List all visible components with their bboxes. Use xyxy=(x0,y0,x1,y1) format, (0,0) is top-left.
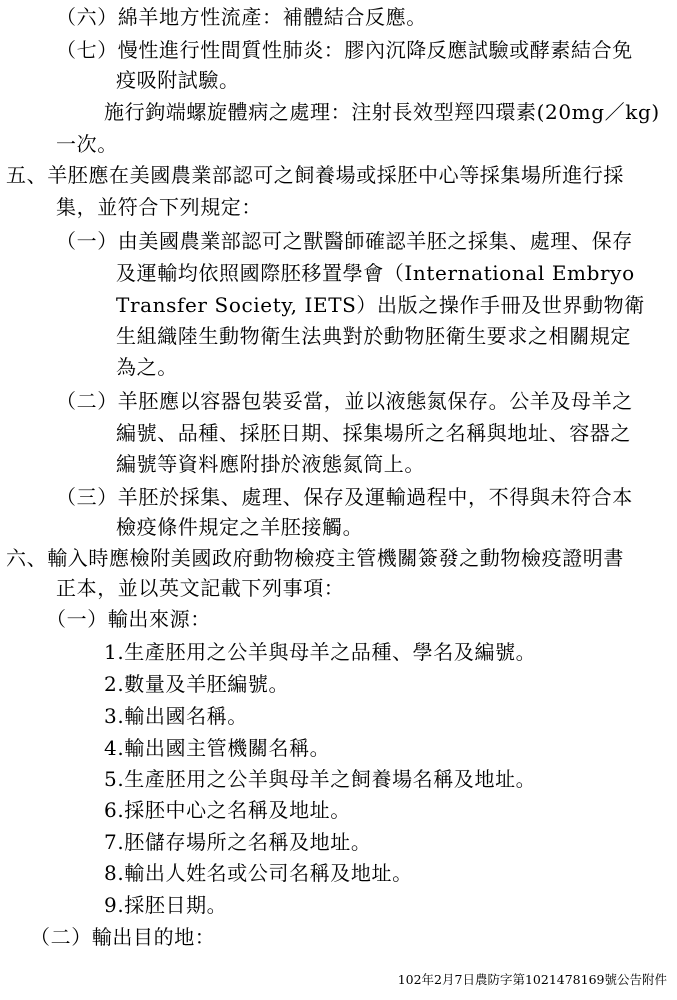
section-6-heading-line-1: 六、輸入時應檢附美國政府動物檢疫主管機關簽發之動物檢疫證明書 xyxy=(6,546,624,570)
export-item-8: 8.輸出人姓名或公司名稱及地址。 xyxy=(104,861,413,885)
section-5-sub-3-line-2: 檢疫條件規定之羊胚接觸。 xyxy=(116,515,364,539)
section-5-sub-1-line-2: 及運輸均依照國際胚移置學會（International Embryo xyxy=(116,261,635,285)
treatment-line-1: 施行鉤端螺旋體病之處理：注射長效型羥四環素(20mg／kg) xyxy=(104,100,660,124)
export-item-2: 2.數量及羊胚編號。 xyxy=(104,672,290,696)
section-5-sub-1-line-4: 生組織陸生動物衛生法典對於動物胚衛生要求之相關規定 xyxy=(116,324,631,348)
section-5-sub-2-line-2: 編號、品種、採胚日期、採集場所之名稱與地址、容器之 xyxy=(116,421,631,445)
export-item-1: 1.生產胚用之公羊與母羊之品種、學名及編號。 xyxy=(104,640,537,664)
export-item-9: 9.採胚日期。 xyxy=(104,893,228,917)
export-item-5: 5.生產胚用之公羊與母羊之飼養場名稱及地址。 xyxy=(104,767,537,791)
item-7-line-1: （七）慢性進行性間質性肺炎：膠內沉降反應試驗或酵素結合免 xyxy=(56,38,633,62)
section-5-sub-3-line-1: （三）羊胚於採集、處理、保存及運輸過程中，不得與未符合本 xyxy=(56,485,633,509)
section-5-sub-1-line-5: 為之。 xyxy=(116,355,178,379)
announcement-footer: 102年2月7日農防字第1021478169號公告附件 xyxy=(397,972,667,987)
section-5-heading-line-2: 集，並符合下列規定： xyxy=(56,195,262,219)
item-6-line: （六）綿羊地方性流產：補體結合反應。 xyxy=(56,5,427,29)
section-6-heading-line-2: 正本，並以英文記載下列事項： xyxy=(56,576,345,600)
section-5-heading-line-1: 五、羊胚應在美國農業部認可之飼養場或採胚中心等採集場所進行採 xyxy=(6,163,624,187)
item-7-line-2: 疫吸附試驗。 xyxy=(116,68,240,92)
section-5-sub-1-line-3: Transfer Society, IETS）出版之操作手冊及世界動物衛 xyxy=(116,293,645,317)
section-5-sub-2-line-1: （二）羊胚應以容器包裝妥當，並以液態氮保存。公羊及母羊之 xyxy=(56,389,633,413)
section-6-sub-2-title: （二）輸出目的地： xyxy=(30,925,216,949)
export-item-7: 7.胚儲存場所之名稱及地址。 xyxy=(104,830,372,854)
section-6-sub-1-title: （一）輸出來源： xyxy=(46,607,211,631)
export-item-3: 3.輸出國名稱。 xyxy=(104,704,248,728)
treatment-line-2: 一次。 xyxy=(56,132,118,156)
section-5-sub-2-line-3: 編號等資料應附掛於液態氮筒上。 xyxy=(116,452,425,476)
export-item-6: 6.採胚中心之名稱及地址。 xyxy=(104,798,351,822)
section-5-sub-1-line-1: （一）由美國農業部認可之獸醫師確認羊胚之採集、處理、保存 xyxy=(56,229,633,253)
export-item-4: 4.輸出國主管機關名稱。 xyxy=(104,736,331,760)
